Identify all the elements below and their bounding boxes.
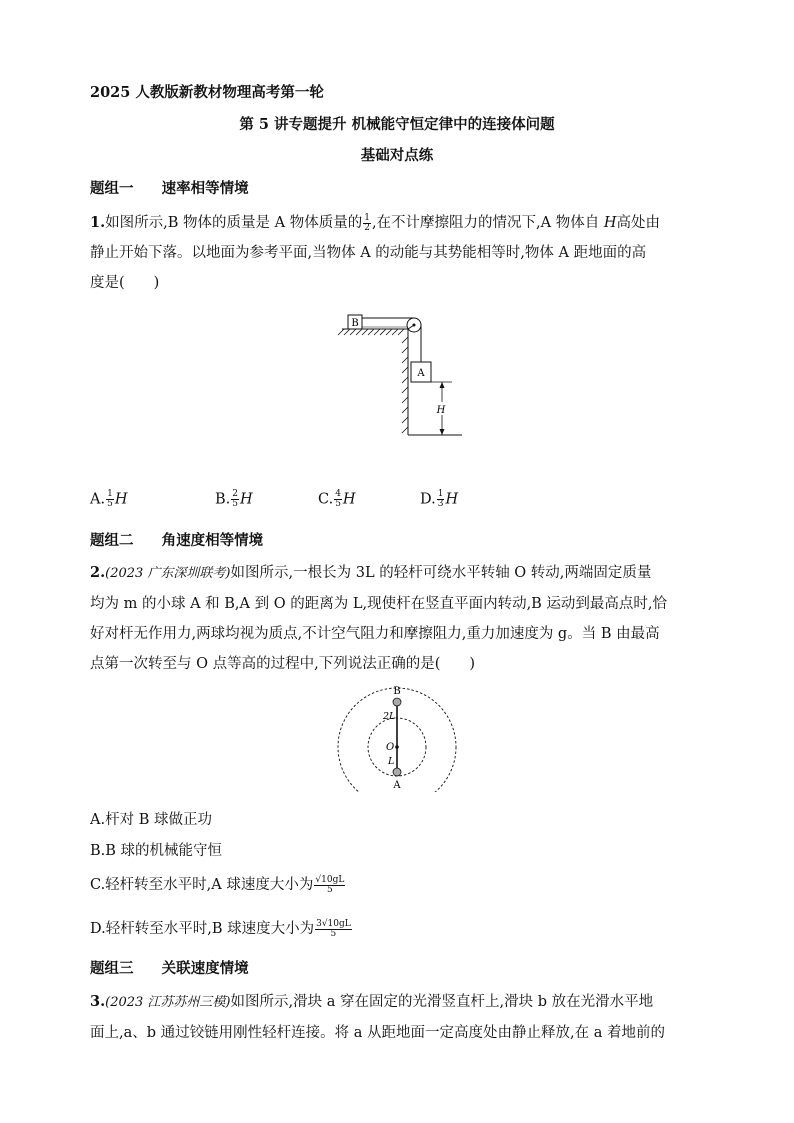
svg-text:O: O xyxy=(386,742,395,753)
section-subtitle: 基础对点练 xyxy=(360,147,434,164)
question-1 xyxy=(90,208,710,298)
pivot-o xyxy=(395,745,399,749)
question-source: (2023 广东深圳联考) xyxy=(105,566,231,581)
question-2-line-4: 点第一次转至与 O 点等高的过程中,下列说法正确的是( ) xyxy=(90,656,476,672)
fraction: $\frac{1}{2}$ xyxy=(364,212,370,233)
option-a[interactable]: A. $\frac{1}{5}$ H xyxy=(90,489,128,509)
question-2-line-2: 均为 m 的小球 A 和 B,A 到 O 的距离为 L,现使杆在竖直平面内转动,B 运动到最高点时,恰 xyxy=(90,596,668,612)
question-number: 1. xyxy=(90,214,106,231)
option-c[interactable]: C. $\frac{4}{5}$ H xyxy=(318,489,356,509)
option-b[interactable]: B.B 球的机械能守恒 xyxy=(90,843,223,859)
question-3-line-1: 3.(2023 江苏苏州三模)如图所示,滑块 a 穿在固定的光滑竖直杆上,滑块 b 放在光滑水平地 xyxy=(90,993,654,1010)
question-2-line-3: 好对杆无作用力,两球均视为质点,不计空气阻力和摩擦阻力,重力加速度为 g。当 B 由最高 xyxy=(90,626,660,642)
block-a-label: A xyxy=(417,368,425,379)
group-heading-1 xyxy=(90,177,249,198)
question-1-line-1: 1.如图所示,B 物体的质量是 A 物体质量的 $\frac{1}{2}$ ,在不计摩擦阻力的情况下,A 物体自 H高处由 xyxy=(90,212,661,233)
question-3-line-2: 面上,a、b 通过铰链用刚性轻杆连接。将 a 从距地面一定高度处由静止释放,在 a 着地前的 xyxy=(90,1025,665,1041)
group-name: 角速度相等情境 xyxy=(161,532,264,549)
group-heading-2 xyxy=(90,529,263,550)
block-b-label: B xyxy=(351,318,359,329)
height-label: H xyxy=(436,405,446,416)
group-label: 题组二 xyxy=(90,532,134,549)
question-2 xyxy=(90,558,710,679)
series-title: 2025 人教版新教材物理高考第一轮 xyxy=(90,84,324,101)
option-d[interactable]: D.轻杆转至水平时,B 球速度大小为 $\frac{3√10gL}{5}$ xyxy=(90,918,351,939)
group-name: 速率相等情境 xyxy=(161,180,249,197)
svg-text:A: A xyxy=(393,780,401,791)
pulley-figure xyxy=(330,305,470,445)
option-c[interactable]: C.轻杆转至水平时,A 球速度大小为 $\frac{√10gL}{5}$ xyxy=(90,874,345,895)
ball-b xyxy=(393,698,401,706)
question-1-line-2: 静止开始下落。以地面为参考平面,当物体 A 的动能与其势能相等时,物体 A 距地面的高 xyxy=(90,245,647,261)
option-b[interactable]: B. $\frac{2}{5}$ H xyxy=(215,489,253,509)
option-a[interactable]: A.杆对 B 球做正功 xyxy=(90,812,212,828)
ball-a xyxy=(393,768,401,776)
group-name: 关联速度情境 xyxy=(161,960,249,977)
question-2-line-1: 2.(2023 广东深圳联考)如图所示,一根长为 3L 的轻杆可绕水平转轴 O 转动,两端固定质量 xyxy=(90,564,652,581)
svg-text:B: B xyxy=(393,686,401,697)
question-source: (2023 江苏苏州三模) xyxy=(105,995,231,1010)
option-d[interactable]: D. $\frac{1}{3}$ H xyxy=(420,489,459,509)
group-heading-3 xyxy=(90,957,249,978)
svg-text:L: L xyxy=(388,756,395,767)
svg-text:2L: 2L xyxy=(383,711,396,722)
question-3 xyxy=(90,987,710,1048)
lecture-title: 第 5 讲专题提升 机械能守恒定律中的连接体问题 xyxy=(239,116,555,133)
rotating-rod-figure xyxy=(317,682,477,792)
group-label: 题组一 xyxy=(90,180,134,197)
group-label: 题组三 xyxy=(90,960,134,977)
question-1-line-3: 度是( ) xyxy=(90,275,160,291)
